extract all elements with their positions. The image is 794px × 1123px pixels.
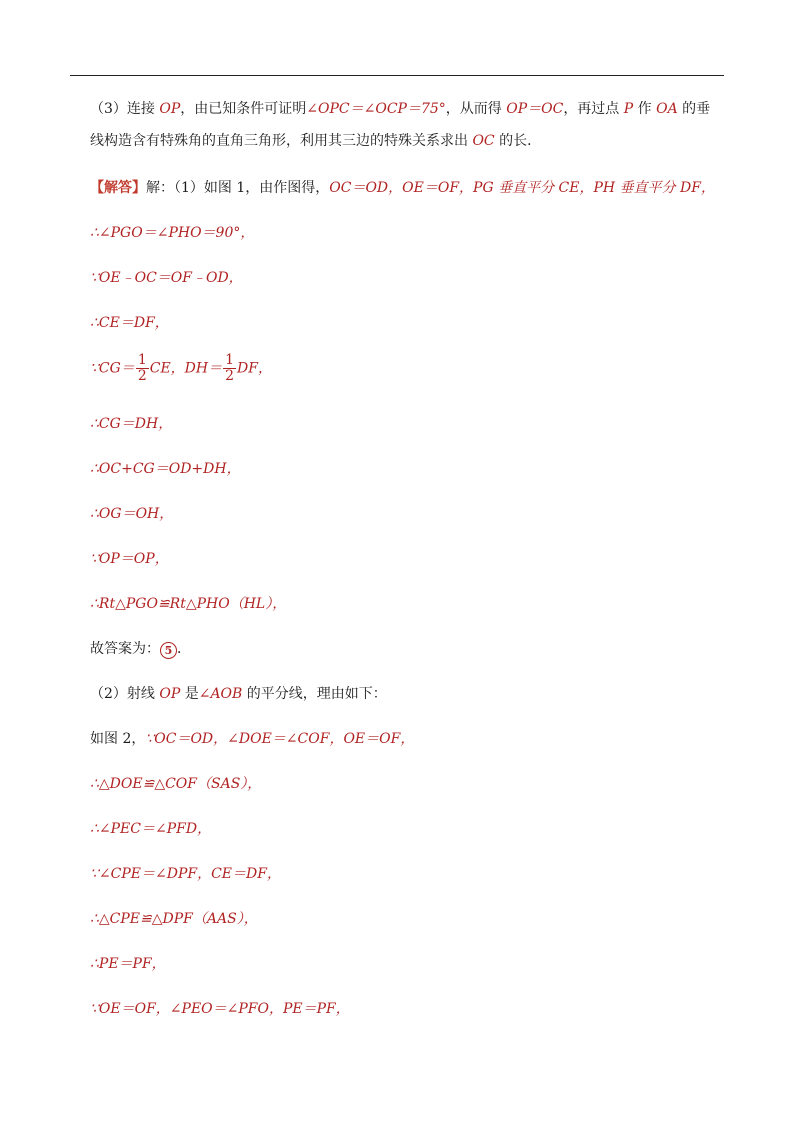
- step-line-4: [90, 353, 272, 384]
- math: CE，DH＝: [149, 360, 223, 377]
- math: ∵OC＝OD，∠DOE＝∠COF，OE＝OF，: [145, 731, 415, 747]
- answer-tag: 【解答】: [90, 180, 146, 196]
- fraction-denominator: 2: [225, 368, 235, 384]
- step-line-16: ∴△CPE≌△DPF（AAS），: [90, 911, 258, 927]
- math: OP＝OC: [506, 101, 564, 117]
- text: ，再过点: [563, 101, 624, 117]
- step-line-6: ∴OC+CG＝OD+DH，: [90, 461, 241, 477]
- math: ∵CG＝: [90, 360, 135, 377]
- text: 解：（1）如图 1，由作图得，: [146, 180, 330, 196]
- math: ∠OPC＝∠OCP＝75°: [306, 101, 446, 117]
- part2-heading: [90, 684, 387, 704]
- text: ．: [177, 641, 191, 657]
- step-line-7: ∴OG＝OH，: [90, 506, 174, 522]
- math: OC: [472, 133, 495, 149]
- step-line-5: ∴CG＝DH，: [90, 416, 173, 432]
- text: 作: [633, 101, 657, 117]
- text: 的垂线构造含有特殊角的直角三角形，利用其三边的特殊关系求出: [90, 101, 711, 149]
- math: P: [623, 101, 634, 117]
- math: ∠AOB: [198, 686, 243, 702]
- text: 的长．: [494, 133, 542, 149]
- fraction-numerator: 1: [225, 352, 235, 368]
- text: 故答案为：: [90, 641, 160, 657]
- step-line-9: ∴Rt△PGO≌Rt△PHO（HL），: [90, 596, 287, 612]
- math: OC＝OD，OE＝OF，PG 垂直平分 CE，PH 垂直平分 DF，: [329, 180, 715, 196]
- fraction-denominator: 2: [137, 368, 147, 384]
- header-rule: [70, 75, 724, 76]
- step-line-1: ∴∠PGO＝∠PHO＝90°，: [90, 225, 255, 241]
- math: OP: [159, 686, 181, 702]
- text: （2）射线: [90, 686, 160, 702]
- math: OA: [656, 101, 678, 117]
- answer-intro-line: [90, 178, 715, 198]
- text: 的平分线，理由如下：: [242, 686, 387, 702]
- fraction: [136, 353, 149, 384]
- text: （3）连接: [90, 101, 160, 117]
- math: OP: [159, 101, 181, 117]
- step-line-15: ∵∠CPE＝∠DPF，CE＝DF，: [90, 866, 281, 882]
- math: DF，: [237, 360, 272, 377]
- text: ，由已知条件可证明: [180, 101, 307, 117]
- part3-analysis: [90, 93, 724, 157]
- fraction: [223, 353, 236, 384]
- step-line-13: ∴△DOE≌△COF（SAS），: [90, 776, 262, 792]
- circled-answer: 5: [160, 642, 177, 659]
- answer-line: [90, 639, 191, 659]
- fraction-numerator: 1: [137, 352, 147, 368]
- step-line-18: ∵OE＝OF，∠PEO＝∠PFO，PE＝PF，: [90, 1001, 350, 1017]
- text: 如图 2，: [90, 731, 146, 747]
- step-line-12: [90, 729, 414, 749]
- step-line-14: ∴∠PEC＝∠PFD，: [90, 821, 212, 837]
- text: 是: [180, 686, 199, 702]
- step-line-2: ∵OE﹣OC＝OF﹣OD，: [90, 270, 243, 286]
- step-line-8: ∵OP＝OP，: [90, 551, 169, 567]
- step-line-3: ∴CE＝DF，: [90, 315, 169, 331]
- step-line-17: ∴PE＝PF，: [90, 956, 166, 972]
- text: ，从而得: [445, 101, 507, 117]
